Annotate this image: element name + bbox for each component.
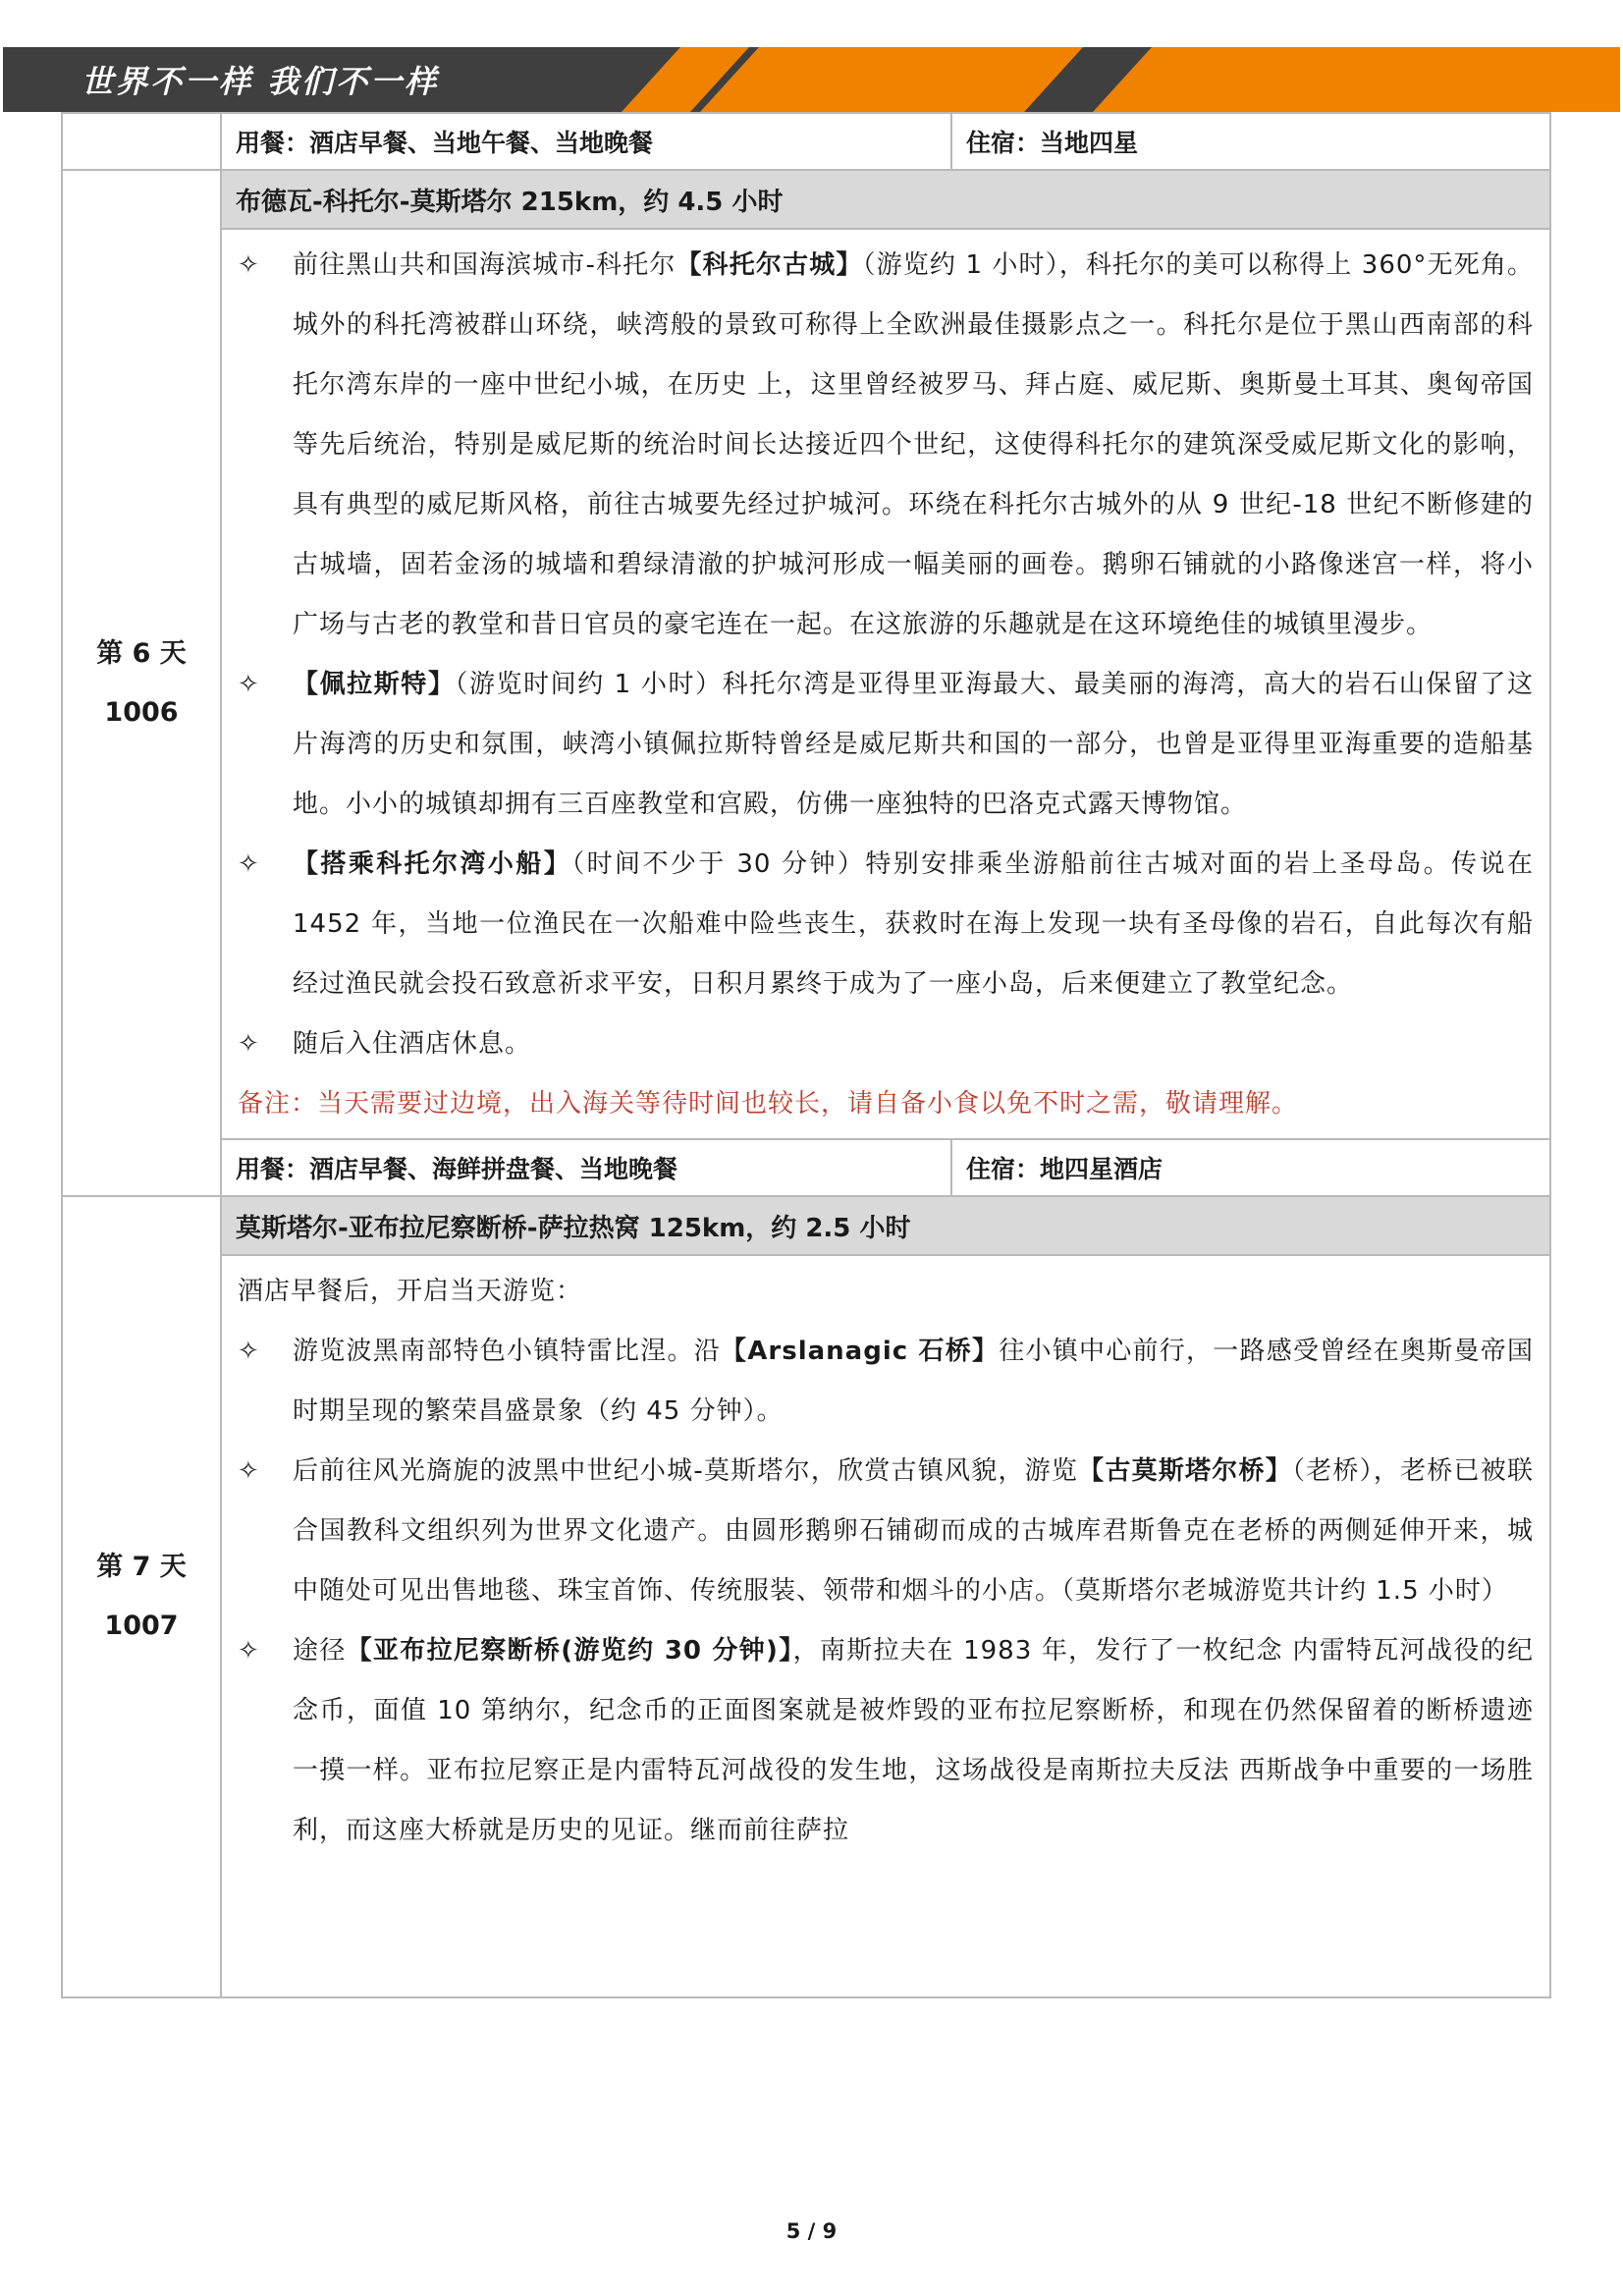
diamond-bullet-icon: ✧ (238, 1636, 260, 1666)
slogan: 世界不一样 我们不一样 (81, 63, 440, 100)
diamond-bullet-icon: ✧ (238, 1337, 260, 1366)
list-item: ✧ 随后入住酒店休息。 (238, 1014, 1534, 1074)
diamond-bullet-icon: ✧ (238, 250, 260, 280)
day-date: 1006 (104, 696, 179, 728)
day6-route-row (62, 170, 1550, 229)
diamond-bullet-icon: ✧ (238, 670, 260, 699)
list-item: ✧ 【搭乘科托尔湾小船】（时间不少于 30 分钟）特别安排乘坐游船前往古城对面的岩上圣母岛。传说在 1452 年，当地一位渔民在一次船难中险些丧生，获救时在海上发现一块有圣母像的岩石，自此每次有船经过渔民就会投石致意祈求平安，日积月累终于成为了一座小岛，后来便建立了教堂纪念。 (238, 835, 1534, 1014)
list-item: ✧ 前往黑山共和国海滨城市-科托尔【科托尔古城】（游览约 1 小时），科托尔的美可以称得上 360°无死角。城外的科托湾被群山环绕，峡湾般的景致可称得上全欧洲最佳摄影点之一。科托尔是位于黑山西南部的科托尔湾东岸的一座中世纪小城，在历史 上，这里曾经被罗马、拜占庭、威尼斯、奥斯曼土耳其、奥匈帝国等先后统治，特别是威尼斯的统治时间长达接近四个世纪，这使得科托尔的建筑深受威尼斯文化的影响，具有典型的威尼斯风格，前往古城要先经过护城河。环绕在科托尔古城外的从 9 世纪-18 世纪不断修建的古城墙，固若金汤的城墙和碧绿清澈的护城河形成一幅美丽的画卷。鹅卵石铺就的小路像迷宫一样，将小广场与古老的教堂和昔日官员的豪宅连在一起。在这旅游的乐趣就是在这环境绝佳的城镇里漫步。 (238, 236, 1534, 655)
day6-content (221, 229, 1550, 1139)
diamond-bullet-icon: ✧ (238, 1029, 260, 1059)
stripe-3 (1093, 47, 1620, 112)
route-title: 莫斯塔尔-亚布拉尼察断桥-萨拉热窝 125km，约 2.5 小时 (221, 1196, 1550, 1255)
day-date: 1007 (104, 1611, 179, 1641)
list-item: ✧ 游览波黑南部特色小镇特雷比涅。沿【Arslanagic 石桥】往小镇中心前行，一路感受曾经在奥斯曼帝国时期呈现的繁荣昌盛景象（约 45 分钟）。 (238, 1322, 1534, 1442)
blank-day-cell (62, 113, 221, 170)
day6-meal-row (62, 1139, 1550, 1196)
header-banner (3, 47, 1620, 112)
day7-content-row (62, 1255, 1550, 1997)
day6-content-row (62, 229, 1550, 1139)
day7-content (221, 1255, 1550, 1997)
lodging-cell: 住宿：地四星酒店 (951, 1139, 1550, 1196)
day-number: 第 7 天 (96, 1552, 187, 1582)
list-item: ✧ 后前往风光旖旎的波黑中世纪小城-莫斯塔尔，欣赏古镇风貌，游览【古莫斯塔尔桥】（老桥），老桥已被联合国教科文组织列为世界文化遗产。由圆形鹅卵石铺砌而成的古城库君斯鲁克在老桥的两侧延伸开来，城中随处可见出售地毯、珠宝首饰、传统服装、领带和烟斗的小店。（莫斯塔尔老城游览共计约 1.5 小时） (238, 1442, 1534, 1621)
note-text: 备注：当天需要过边境，出入海关等待时间也较长，请自备小食以免不时之需，敬请理解。 (238, 1089, 1299, 1119)
day-number: 第 6 天 (96, 637, 187, 669)
day7-route-row (62, 1196, 1550, 1255)
diamond-bullet-icon: ✧ (238, 1456, 260, 1486)
page-number: 5 / 9 (785, 2219, 838, 2243)
route-title: 布德瓦-科托尔-莫斯塔尔 215km，约 4.5 小时 (221, 170, 1550, 229)
list-item: ✧ 途径【亚布拉尼察断桥(游览约 30 分钟)】，南斯拉夫在 1983 年，发行了一枚纪念 内雷特瓦河战役的纪念币，面值 10 第纳尔，纪念币的正面图案就是被炸毁的亚布拉尼察断桥，和现在仍然保留着的断桥遗迹一摸一样。亚布拉尼察正是内雷特瓦河战役的发生地，这场战役是南斯拉夫反法 西斯战争中重要的一场胜利，而这座大桥就是历史的见证。继而前往萨拉 (238, 1621, 1534, 1861)
itinerary-table (61, 112, 1551, 1998)
list-item: ✧ 【佩拉斯特】（游览时间约 1 小时）科托尔湾是亚得里亚海最大、最美丽的海湾，高大的岩石山保留了这片海湾的历史和氛围，峡湾小镇佩拉斯特曾经是威尼斯共和国的一部分，也曾是亚得里亚海重要的造船基地。小小的城镇却拥有三百座教堂和宫殿，仿佛一座独特的巴洛克式露天博物馆。 (238, 655, 1534, 835)
meals-cell: 用餐：酒店早餐、海鲜拼盘餐、当地晚餐 (221, 1139, 951, 1196)
day7-label-cell (62, 1196, 221, 1997)
day6-label-cell (62, 170, 221, 1196)
prev-day-meal-row (62, 113, 1550, 170)
stripe-2 (700, 47, 1083, 112)
meals-cell: 用餐：酒店早餐、当地午餐、当地晚餐 (221, 113, 951, 170)
intro-text: 酒店早餐后，开启当天游览： (238, 1277, 583, 1306)
diamond-bullet-icon: ✧ (238, 849, 260, 879)
lodging-cell: 住宿：当地四星 (951, 113, 1550, 170)
